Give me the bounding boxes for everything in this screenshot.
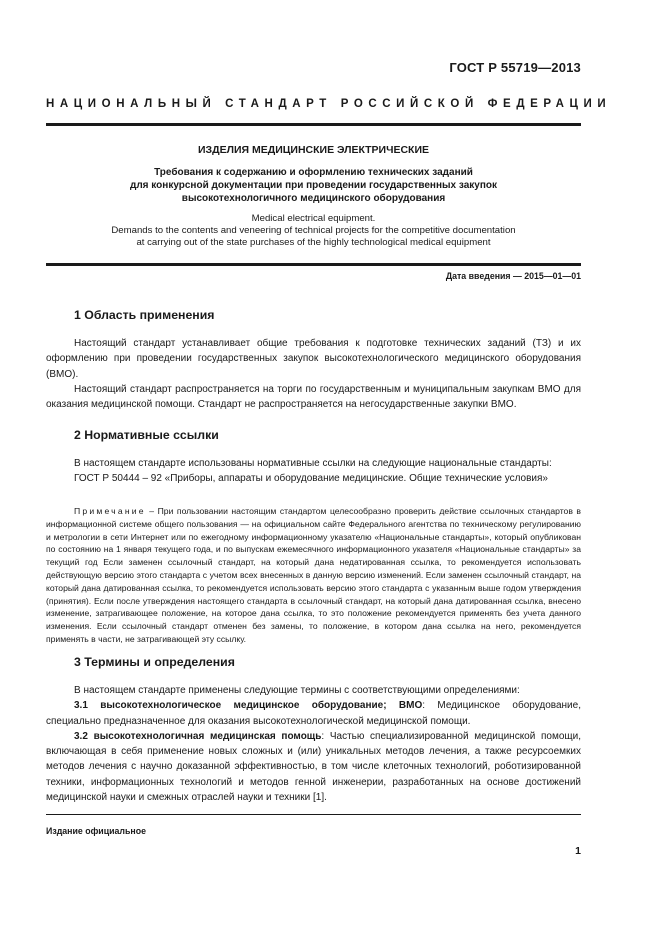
section-3-body [46, 683, 581, 805]
footer-divider [46, 814, 581, 815]
paragraph: ГОСТ Р 50444 – 92 «Приборы, аппараты и оборудование медицинские. Общие технические условия» [74, 473, 548, 485]
term-definition [46, 698, 581, 729]
definition: : Медицинское оборудование, специально предназначенное для оказания высокотехнологической медицинской помощи. [46, 700, 581, 727]
note-block [46, 505, 581, 646]
intro-date: Дата введения — 2015—01—01 [445, 271, 581, 281]
subtitle-en-line: Medical electrical equipment. [251, 213, 376, 224]
section-2-body [46, 456, 581, 487]
document-subtitle-en [46, 213, 581, 249]
subtitle-line: для конкурсной документации при проведении государственных закупок [129, 180, 498, 192]
title-divider [46, 263, 581, 266]
definition: : Частью специализированной медицинской помощи, включающая в себя применение новых сложных и (или) уникальных методов лечения, а также ресурсоемких методов лечения с научно доказанной эффективностью, в том числе клеточных технологий, роботизированной техники, информационных технологий и методов генной инженерии, разработанных на основе достижений медицинской науки и смежных отраслей науки и техники [1]. [46, 730, 582, 804]
term: 3.2 высокотехнологичная медицинская помощь [74, 730, 322, 742]
term: 3.1 высокотехнологическое медицинское оборудование; ВМО [74, 700, 423, 712]
document-subtitle-ru [46, 166, 581, 206]
section-3-heading: 3 Термины и определения [74, 655, 235, 669]
subtitle-en-line: Demands to the contents and veneering of technical projects for the competitive documentation [111, 225, 516, 236]
section-1-body [46, 336, 581, 412]
paragraph: В настоящем стандарте использованы нормативные ссылки на следующие национальные стандарты: [74, 458, 552, 469]
paragraph: Настоящий стандарт распространяется на торги по государственным и муниципальным закупкам ВМО для оказания медицинской помощи. Стандарт не распространяется на негосударственные закупки ВМО. [46, 383, 581, 411]
paragraph: Настоящий стандарт устанавливает общие требования к подготовке технических заданий (ТЗ) и их оформлению при проведении государственных закупок высокотехнологического медицинского оборудования (ВМО). [46, 338, 581, 380]
note-text: – При пользовании настоящим стандартом целесообразно проверить действие ссылочных стандартов в информационной системе общего пользования — на официальном сайте Федерального агентства по техническому регулированию и метрологии в сети Интернет или по ежегодному информационному указателю «Национальные стандарты», который опубликован по состоянию на 1 января текущего года, и по выпускам ежемесячного информационного указателя «Национальные стандарты» за текущий год Если заменен ссылочный стандарт, на который дана недатированная ссылка, то рекомендуется использовать действующую версию этого стандарта с учетом всех внесенных в данную версию изменений. Если заменен ссылочный стандарт, на который дана датированная ссылка, то рекомендуется использовать версию этого стандарта с указанным выше годом утверждения (принятия). Если после утверждения настоящего стандарта в ссылочный стандарт, на который дана датированная ссылка, внесено изменение, затрагивающее положение, на которое дана ссылка, то это положение рекомендуется применять без учета данного изменения. Если ссылочный стандарт отменен без замены, то положение, в котором дана ссылка на него, рекомендуется применять в части, не затрагивающей эту ссылку. [46, 506, 581, 644]
term-definition [46, 729, 581, 805]
page-number: 1 [575, 845, 581, 857]
gost-number: ГОСТ Р 55719—2013 [449, 60, 581, 75]
note-label: Примечание [74, 506, 146, 516]
subtitle-en-line: at carrying out of the state purchases of the highly technological medical equipment [136, 237, 491, 248]
paragraph: В настоящем стандарте применены следующие термины с соответствующими определениями: [74, 685, 520, 696]
edition-label: Издание официальное [46, 826, 146, 836]
subtitle-line: Требования к содержанию и оформлению технических заданий [154, 167, 473, 178]
section-2-heading: 2 Нормативные ссылки [74, 428, 219, 442]
national-standard-banner: НАЦИОНАЛЬНЫЙ СТАНДАРТ РОССИЙСКОЙ ФЕДЕРАЦИИ [46, 98, 612, 110]
note-paragraph [46, 505, 581, 646]
section-1-heading: 1 Область применения [74, 308, 215, 322]
top-divider [46, 123, 581, 126]
subtitle-line: высокотехнологичного медицинского оборудования [181, 193, 446, 205]
document-title: ИЗДЕЛИЯ МЕДИЦИНСКИЕ ЭЛЕКТРИЧЕСКИЕ [197, 144, 430, 156]
